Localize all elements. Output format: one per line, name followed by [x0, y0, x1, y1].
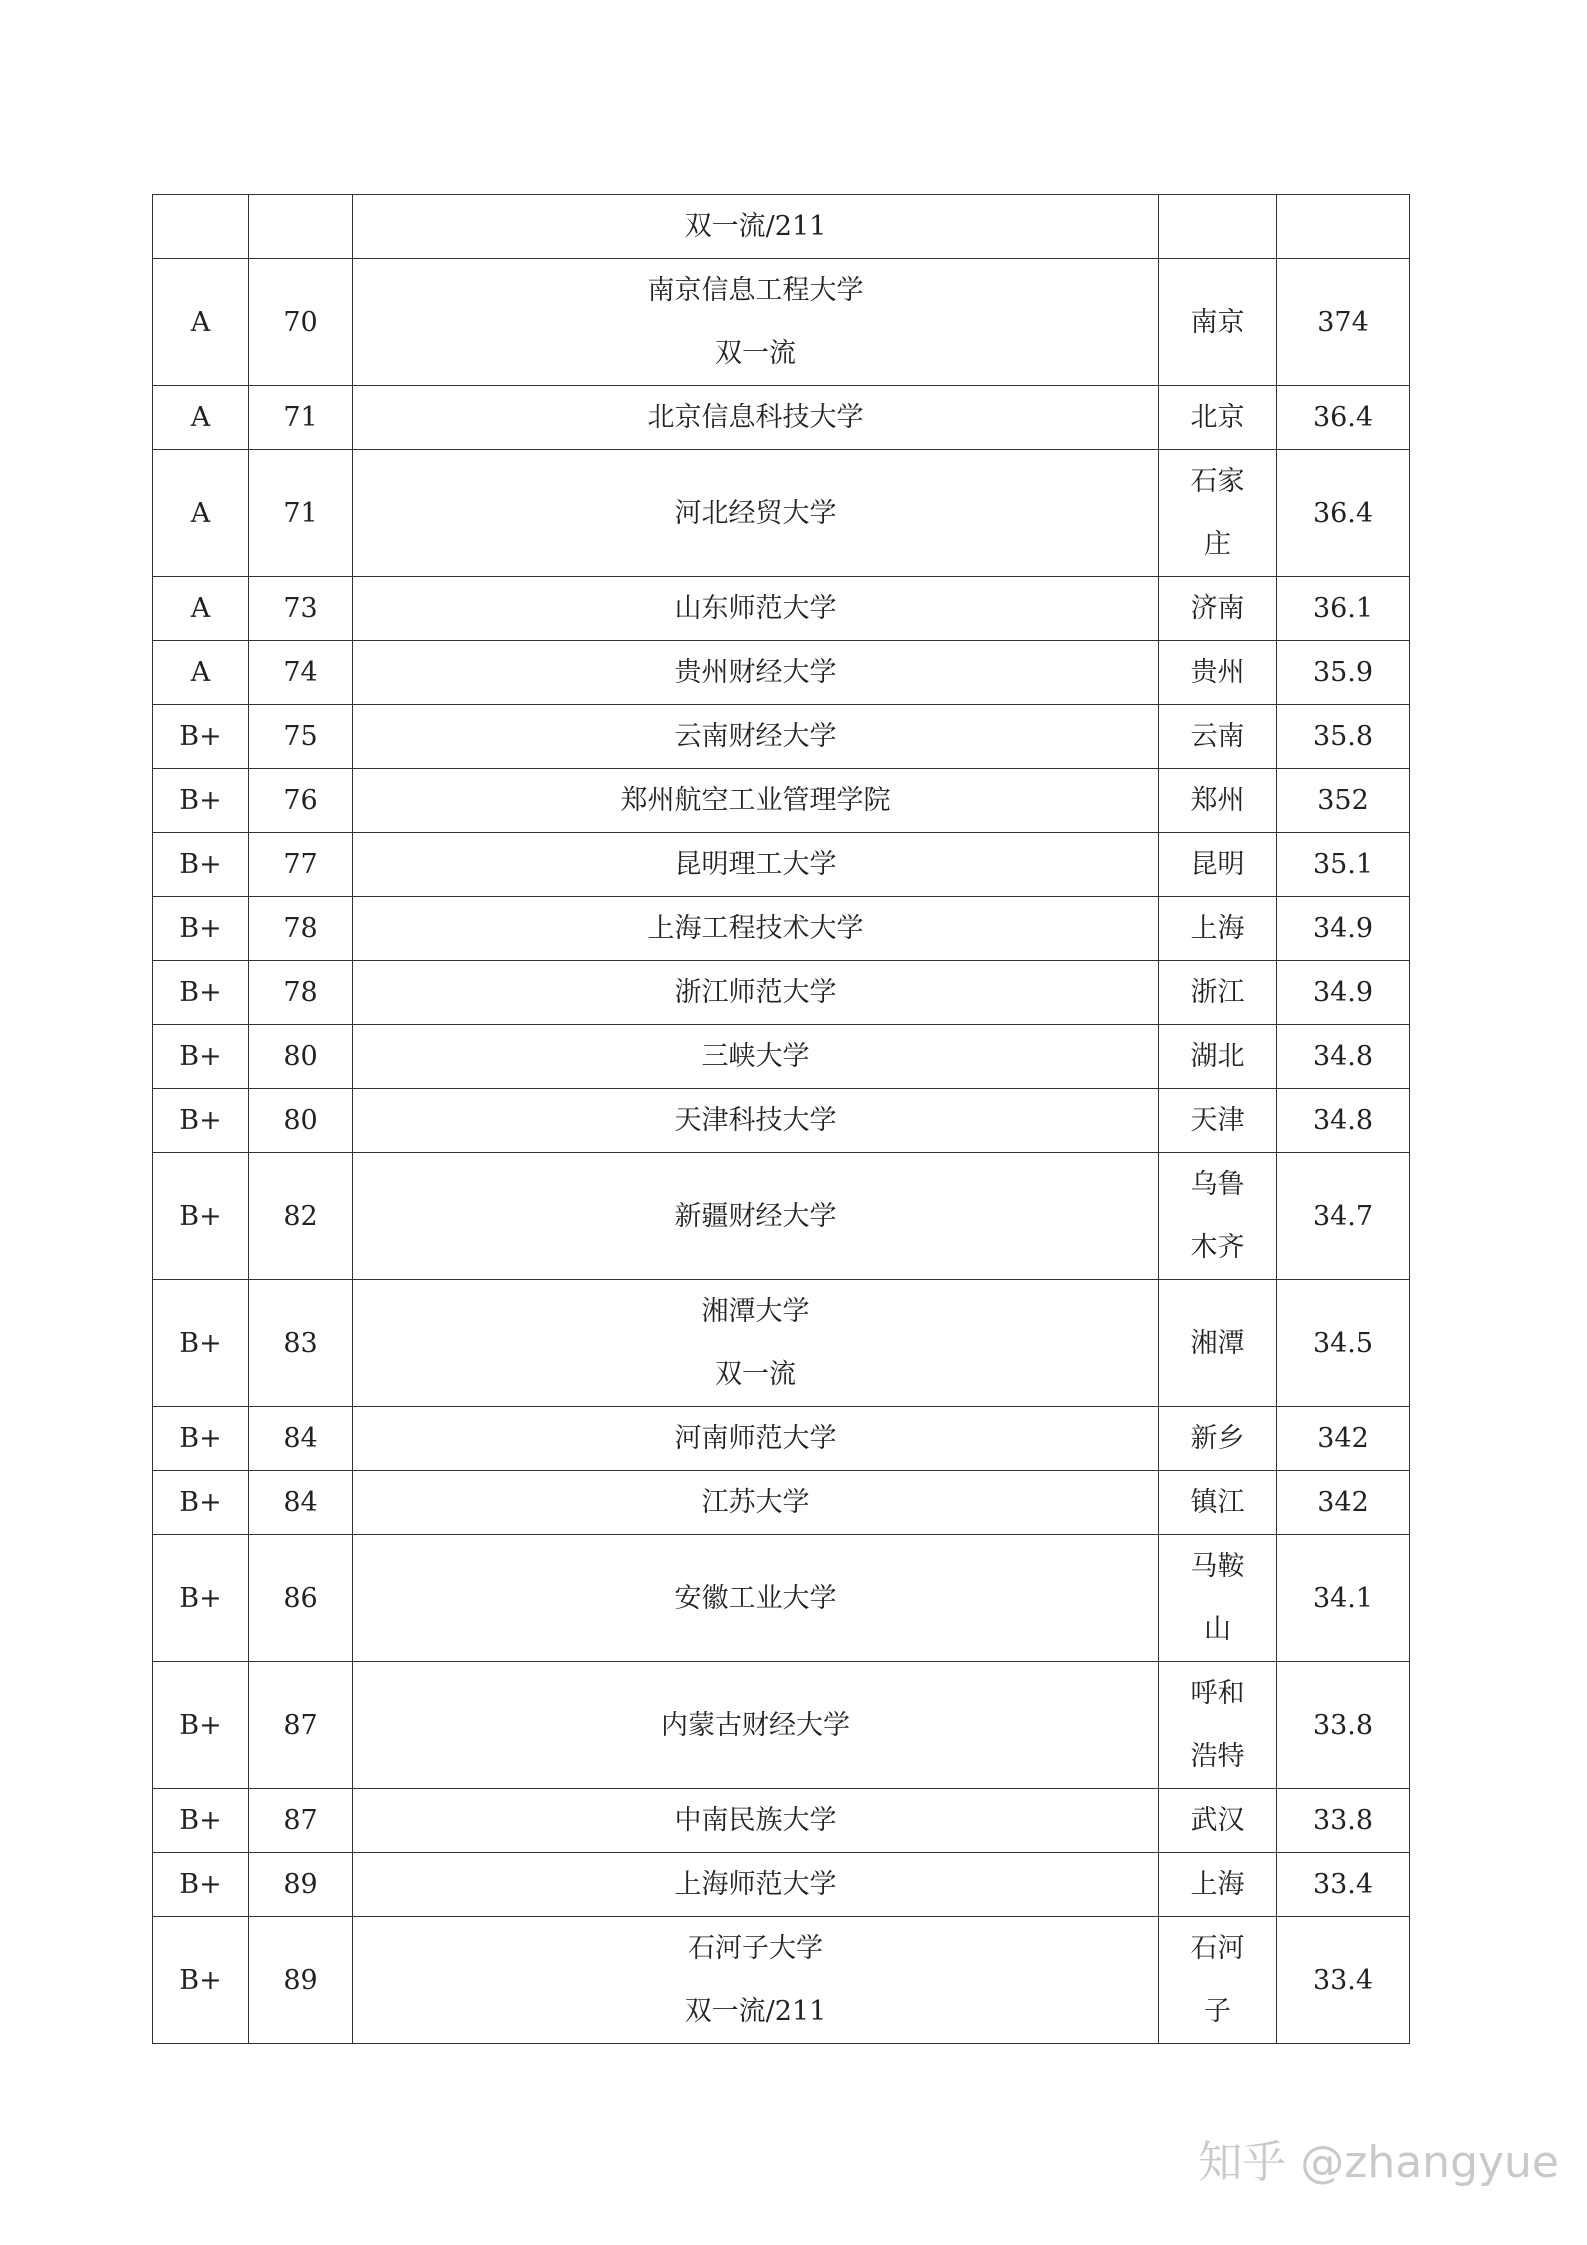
- university-cell: [353, 1662, 1159, 1789]
- rank-cell: 71: [249, 386, 353, 450]
- university-cell: [353, 450, 1159, 577]
- grade-cell: B+: [153, 705, 249, 769]
- rank-cell: 75: [249, 705, 353, 769]
- table-row: [153, 1662, 1410, 1789]
- university-cell-line: 三峡大学: [701, 1041, 810, 1072]
- university-cell: [353, 1853, 1159, 1917]
- rank-cell: 73: [249, 577, 353, 641]
- table-row: [153, 1153, 1410, 1280]
- rank-cell: 80: [249, 1025, 353, 1089]
- rank-cell: 89: [249, 1853, 353, 1917]
- grade-cell: B+: [153, 1471, 249, 1535]
- city-cell-line: 马鞍: [1190, 1551, 1245, 1582]
- university-cell: [353, 769, 1159, 833]
- rank-cell: 76: [249, 769, 353, 833]
- grade-cell: B+: [153, 1407, 249, 1471]
- score-cell: 34.1: [1277, 1535, 1410, 1662]
- score-cell: [1277, 195, 1410, 259]
- city-cell: [1159, 1662, 1277, 1789]
- university-cell: [353, 1407, 1159, 1471]
- university-cell: [353, 897, 1159, 961]
- grade-cell: A: [153, 386, 249, 450]
- score-cell: 36.4: [1277, 386, 1410, 450]
- grade-cell: B+: [153, 1153, 249, 1280]
- city-cell-line: 石家: [1190, 466, 1245, 497]
- table-row: [153, 1535, 1410, 1662]
- city-cell: [1159, 641, 1277, 705]
- city-cell-line: 天津: [1190, 1105, 1245, 1136]
- grade-cell: B+: [153, 1535, 249, 1662]
- city-cell: [1159, 961, 1277, 1025]
- rank-cell: 70: [249, 259, 353, 386]
- university-cell: [353, 1280, 1159, 1407]
- grade-cell: B+: [153, 1917, 249, 2044]
- grade-cell: B+: [153, 1662, 249, 1789]
- university-cell-line: 山东师范大学: [674, 593, 837, 624]
- table-row: [153, 641, 1410, 705]
- grade-cell: B+: [153, 897, 249, 961]
- rank-cell: 89: [249, 1917, 353, 2044]
- university-cell: [353, 1789, 1159, 1853]
- university-cell-line: 新疆财经大学: [674, 1200, 837, 1232]
- score-cell: 34.8: [1277, 1089, 1410, 1153]
- table-row: [153, 1471, 1410, 1535]
- score-cell: 33.4: [1277, 1917, 1410, 2044]
- score-cell: 34.5: [1277, 1280, 1410, 1407]
- university-cell: [353, 1471, 1159, 1535]
- university-cell: [353, 1025, 1159, 1089]
- rank-cell: 84: [249, 1407, 353, 1471]
- table-row: [153, 1853, 1410, 1917]
- city-cell-line: 木齐: [1190, 1232, 1245, 1263]
- table-row: [153, 259, 1410, 386]
- grade-cell: B+: [153, 1089, 249, 1153]
- university-cell-line: 江苏大学: [701, 1487, 810, 1518]
- table-row: [153, 1280, 1410, 1407]
- table-row: [153, 195, 1410, 259]
- university-cell: [353, 1917, 1159, 2044]
- rank-cell: 87: [249, 1789, 353, 1853]
- university-cell-line: 河北经贸大学: [674, 497, 837, 529]
- city-cell-line: 子: [1204, 1996, 1231, 2027]
- university-cell-line: 双一流/211: [684, 211, 827, 242]
- university-cell-line: 北京信息科技大学: [647, 402, 864, 433]
- city-cell: [1159, 1789, 1277, 1853]
- score-cell: 374: [1277, 259, 1410, 386]
- score-cell: 33.8: [1277, 1789, 1410, 1853]
- table-row: [153, 577, 1410, 641]
- city-cell: [1159, 1153, 1277, 1280]
- score-cell: 35.1: [1277, 833, 1410, 897]
- university-cell-line: 双一流: [715, 1359, 796, 1390]
- city-cell: [1159, 450, 1277, 577]
- city-cell: [1159, 386, 1277, 450]
- university-cell-line: 双一流/211: [684, 1996, 827, 2027]
- city-cell-line: 上海: [1190, 913, 1245, 944]
- rank-cell: 87: [249, 1662, 353, 1789]
- city-cell-line: 浩特: [1190, 1741, 1245, 1772]
- city-cell: [1159, 1535, 1277, 1662]
- grade-cell: B+: [153, 1789, 249, 1853]
- score-cell: 34.8: [1277, 1025, 1410, 1089]
- watermark: 知乎 @zhangyue: [1198, 2137, 1559, 2188]
- city-cell-line: 郑州: [1190, 785, 1245, 816]
- university-cell: [353, 386, 1159, 450]
- grade-cell: [153, 195, 249, 259]
- city-cell: [1159, 769, 1277, 833]
- city-cell-line: 上海: [1190, 1869, 1245, 1900]
- grade-cell: A: [153, 259, 249, 386]
- university-cell: [353, 641, 1159, 705]
- rank-cell: 82: [249, 1153, 353, 1280]
- city-cell-line: 乌鲁: [1190, 1169, 1245, 1200]
- city-cell-line: 昆明: [1190, 849, 1245, 880]
- city-cell-line: 新乡: [1190, 1423, 1245, 1454]
- city-cell: [1159, 1471, 1277, 1535]
- city-cell-line: 济南: [1190, 593, 1245, 624]
- table-row: [153, 1407, 1410, 1471]
- score-cell: 35.8: [1277, 705, 1410, 769]
- university-cell-line: 湘潭大学: [701, 1296, 810, 1327]
- university-cell-line: 昆明理工大学: [674, 849, 837, 880]
- score-cell: 34.9: [1277, 897, 1410, 961]
- city-cell-line: 庄: [1204, 529, 1231, 560]
- table-row: [153, 769, 1410, 833]
- university-cell-line: 上海师范大学: [674, 1869, 837, 1900]
- city-cell-line: 云南: [1190, 721, 1245, 752]
- rank-cell: 80: [249, 1089, 353, 1153]
- score-cell: 35.9: [1277, 641, 1410, 705]
- university-cell-line: 石河子大学: [688, 1933, 823, 1964]
- city-cell-line: 镇江: [1190, 1487, 1245, 1518]
- university-cell-line: 河南师范大学: [674, 1423, 837, 1454]
- grade-cell: B+: [153, 769, 249, 833]
- university-cell: [353, 833, 1159, 897]
- score-cell: 36.4: [1277, 450, 1410, 577]
- city-cell-line: 湖北: [1190, 1041, 1245, 1072]
- city-cell-line: 南京: [1190, 306, 1245, 338]
- university-cell-line: 中南民族大学: [674, 1805, 837, 1836]
- city-cell-line: 武汉: [1190, 1805, 1245, 1836]
- rank-cell: 78: [249, 897, 353, 961]
- city-cell: [1159, 1917, 1277, 2044]
- ranking-table-body: [153, 195, 1410, 2044]
- city-cell-line: 湘潭: [1190, 1327, 1245, 1359]
- university-cell-line: 郑州航空工业管理学院: [620, 785, 891, 816]
- table-row: [153, 705, 1410, 769]
- university-cell-line: 贵州财经大学: [674, 657, 837, 688]
- table-row: [153, 897, 1410, 961]
- university-cell-line: 上海工程技术大学: [647, 913, 864, 944]
- city-cell-line: 贵州: [1190, 657, 1245, 688]
- table-row: [153, 833, 1410, 897]
- city-cell: [1159, 897, 1277, 961]
- city-cell-line: 浙江: [1190, 977, 1245, 1008]
- university-cell: [353, 705, 1159, 769]
- city-cell: [1159, 1407, 1277, 1471]
- university-cell-line: 浙江师范大学: [674, 977, 837, 1008]
- rank-cell: 77: [249, 833, 353, 897]
- grade-cell: A: [153, 450, 249, 577]
- score-cell: 33.8: [1277, 1662, 1410, 1789]
- score-cell: 352: [1277, 769, 1410, 833]
- city-cell-line: 呼和: [1190, 1678, 1245, 1709]
- city-cell: [1159, 577, 1277, 641]
- university-cell: [353, 1089, 1159, 1153]
- grade-cell: B+: [153, 833, 249, 897]
- university-cell: [353, 195, 1159, 259]
- rank-cell: 74: [249, 641, 353, 705]
- grade-cell: A: [153, 641, 249, 705]
- city-cell: [1159, 1089, 1277, 1153]
- university-cell: [353, 259, 1159, 386]
- city-cell: [1159, 833, 1277, 897]
- university-cell-line: 安徽工业大学: [674, 1582, 837, 1614]
- city-cell-line: 山: [1204, 1614, 1231, 1645]
- city-cell: [1159, 195, 1277, 259]
- table-row: [153, 1917, 1410, 2044]
- ranking-table: [152, 194, 1410, 2044]
- score-cell: 342: [1277, 1407, 1410, 1471]
- score-cell: 36.1: [1277, 577, 1410, 641]
- university-cell-line: 内蒙古财经大学: [661, 1709, 850, 1741]
- rank-cell: 78: [249, 961, 353, 1025]
- grade-cell: B+: [153, 1025, 249, 1089]
- grade-cell: B+: [153, 961, 249, 1025]
- university-cell-line: 南京信息工程大学: [647, 275, 864, 306]
- rank-cell: 83: [249, 1280, 353, 1407]
- grade-cell: B+: [153, 1853, 249, 1917]
- score-cell: 34.7: [1277, 1153, 1410, 1280]
- university-cell: [353, 961, 1159, 1025]
- city-cell-line: [1159, 195, 1276, 258]
- university-cell: [353, 1535, 1159, 1662]
- city-cell: [1159, 1280, 1277, 1407]
- university-cell: [353, 577, 1159, 641]
- city-cell: [1159, 705, 1277, 769]
- city-cell: [1159, 1025, 1277, 1089]
- table-row: [153, 1089, 1410, 1153]
- city-cell-line: 北京: [1190, 402, 1245, 433]
- score-cell: 33.4: [1277, 1853, 1410, 1917]
- grade-cell: A: [153, 577, 249, 641]
- city-cell-line: 石河: [1190, 1933, 1245, 1964]
- table-row: [153, 961, 1410, 1025]
- score-cell: 342: [1277, 1471, 1410, 1535]
- university-cell-line: 双一流: [715, 338, 796, 369]
- rank-cell: 84: [249, 1471, 353, 1535]
- city-cell: [1159, 259, 1277, 386]
- table-row: [153, 1025, 1410, 1089]
- city-cell: [1159, 1853, 1277, 1917]
- university-cell-line: 云南财经大学: [674, 721, 837, 752]
- rank-cell: 86: [249, 1535, 353, 1662]
- table-row: [153, 1789, 1410, 1853]
- table-row: [153, 386, 1410, 450]
- rank-cell: [249, 195, 353, 259]
- university-cell: [353, 1153, 1159, 1280]
- score-cell: 34.9: [1277, 961, 1410, 1025]
- grade-cell: B+: [153, 1280, 249, 1407]
- rank-cell: 71: [249, 450, 353, 577]
- table-row: [153, 450, 1410, 577]
- university-cell-line: 天津科技大学: [674, 1105, 837, 1136]
